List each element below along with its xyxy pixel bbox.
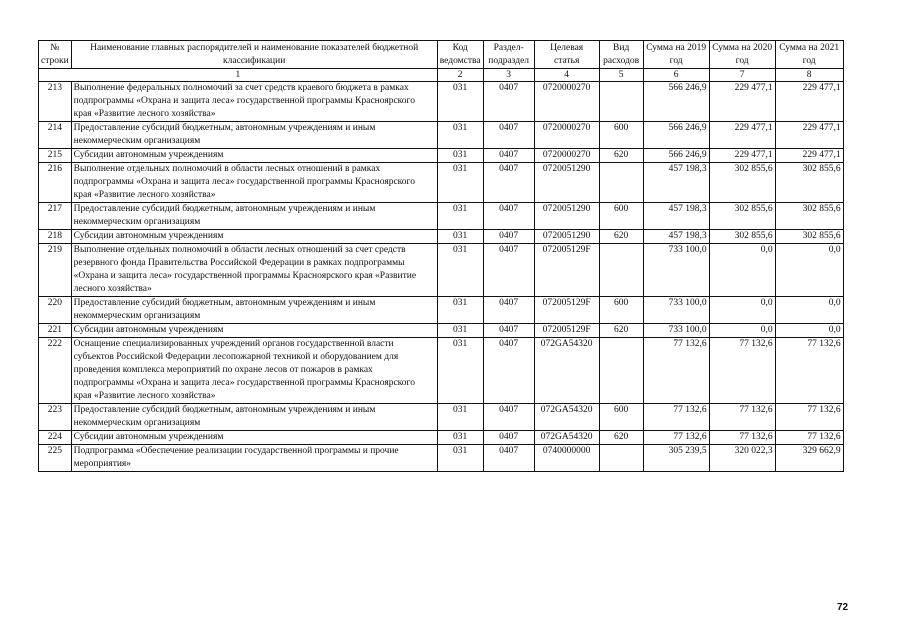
row-sum-2021: 302 855,6	[775, 230, 843, 244]
row-number: 217	[39, 203, 72, 230]
row-section: 0407	[483, 404, 534, 431]
column-number: 5	[599, 69, 643, 82]
table-row	[39, 82, 844, 122]
row-exp-type: 600	[599, 404, 643, 431]
row-sum-2021: 77 132,6	[775, 338, 843, 404]
row-target: 0720051290	[534, 230, 599, 244]
row-sum-2019: 733 100,0	[643, 324, 709, 338]
column-number: 6	[643, 69, 709, 82]
row-section: 0407	[483, 122, 534, 149]
row-number: 219	[39, 244, 72, 297]
row-sum-2020: 77 132,6	[709, 338, 775, 404]
row-target: 072GA54320	[534, 338, 599, 404]
row-exp-type	[599, 445, 643, 472]
row-dept-code: 031	[437, 230, 483, 244]
row-sum-2020: 302 855,6	[709, 230, 775, 244]
table-row	[39, 203, 844, 230]
row-name: Выполнение федеральных полномочий за счет средств краевого бюджета в рамках подпрограммы «Охрана и защита леса» государственной программы Красноярского края «Развитие лесного хозяйства»	[71, 82, 437, 122]
table-row	[39, 445, 844, 472]
row-sum-2019: 733 100,0	[643, 297, 709, 324]
row-number: 218	[39, 230, 72, 244]
row-sum-2019: 566 246,9	[643, 82, 709, 122]
row-name: Выполнение отдельных полномочий в области лесных отношений за счет средств резервного фонда Правительства Российской Федерации в рамках подпрограммы «Охрана и защита леса» государственной программы Красноярского края «Развитие лесного хозяйства»	[71, 244, 437, 297]
row-target: 072005129F	[534, 297, 599, 324]
row-dept-code: 031	[437, 163, 483, 203]
row-sum-2020: 77 132,6	[709, 431, 775, 445]
header-dept-code: Код ведомства	[437, 41, 483, 69]
row-exp-type	[599, 338, 643, 404]
row-sum-2020: 229 477,1	[709, 149, 775, 163]
column-number: 8	[775, 69, 843, 82]
row-dept-code: 031	[437, 244, 483, 297]
row-number: 214	[39, 122, 72, 149]
row-sum-2021: 302 855,6	[775, 203, 843, 230]
row-target: 0720000270	[534, 82, 599, 122]
row-sum-2020: 77 132,6	[709, 404, 775, 431]
row-section: 0407	[483, 163, 534, 203]
row-exp-type	[599, 163, 643, 203]
row-dept-code: 031	[437, 404, 483, 431]
row-number: 216	[39, 163, 72, 203]
row-sum-2019: 566 246,9	[643, 122, 709, 149]
header-row-no: № строки	[39, 41, 72, 69]
row-sum-2021: 302 855,6	[775, 163, 843, 203]
row-sum-2020: 229 477,1	[709, 82, 775, 122]
header-exp-type: Вид расходов	[599, 41, 643, 69]
row-number: 221	[39, 324, 72, 338]
row-target: 0720051290	[534, 203, 599, 230]
row-sum-2020: 0,0	[709, 324, 775, 338]
row-number: 223	[39, 404, 72, 431]
row-number: 220	[39, 297, 72, 324]
row-sum-2019: 457 198,3	[643, 230, 709, 244]
row-number: 213	[39, 82, 72, 122]
column-number: 4	[534, 69, 599, 82]
row-exp-type: 620	[599, 149, 643, 163]
row-dept-code: 031	[437, 445, 483, 472]
row-dept-code: 031	[437, 431, 483, 445]
row-target: 072005129F	[534, 324, 599, 338]
table-row	[39, 324, 844, 338]
row-dept-code: 031	[437, 149, 483, 163]
row-sum-2021: 77 132,6	[775, 431, 843, 445]
row-exp-type	[599, 244, 643, 297]
row-exp-type: 620	[599, 431, 643, 445]
row-sum-2020: 320 022,3	[709, 445, 775, 472]
row-exp-type: 620	[599, 230, 643, 244]
row-dept-code: 031	[437, 324, 483, 338]
row-sum-2020: 302 855,6	[709, 203, 775, 230]
row-name: Субсидии автономным учреждениям	[71, 431, 437, 445]
row-target: 072GA54320	[534, 431, 599, 445]
row-name: Подпрограмма «Обеспечение реализации государственной программы и прочие мероприятия»	[71, 445, 437, 472]
row-section: 0407	[483, 203, 534, 230]
row-sum-2019: 733 100,0	[643, 244, 709, 297]
row-section: 0407	[483, 230, 534, 244]
header-sum-2019: Сумма на 2019 год	[643, 41, 709, 69]
row-number: 222	[39, 338, 72, 404]
row-name: Предоставление субсидий бюджетным, автономным учреждениям и иным некоммерческим организациям	[71, 404, 437, 431]
row-sum-2021: 229 477,1	[775, 82, 843, 122]
row-name: Выполнение отдельных полномочий в области лесных отношений в рамках подпрограммы «Охрана и защита леса» государственной программы Красноярского края «Развитие лесного хозяйства»	[71, 163, 437, 203]
row-name: Оснащение специализированных учреждений органов государственной власти субъектов Российской Федерации лесопожарной техникой и оборудованием для проведения комплекса мероприятий по охране лесов от пожаров в рамках подпрограммы «Охрана и защита леса» государственной программы Красноярского края «Развитие лесного хозяйства»	[71, 338, 437, 404]
row-exp-type: 600	[599, 297, 643, 324]
row-dept-code: 031	[437, 203, 483, 230]
row-section: 0407	[483, 431, 534, 445]
row-target: 072005129F	[534, 244, 599, 297]
row-dept-code: 031	[437, 122, 483, 149]
table-row	[39, 431, 844, 445]
row-exp-type	[599, 82, 643, 122]
row-target: 0720000270	[534, 122, 599, 149]
header-name: Наименование главных распорядителей и наименование показателей бюджетной классификации	[71, 41, 437, 69]
row-exp-type: 600	[599, 203, 643, 230]
column-number-row	[39, 69, 844, 82]
row-name: Предоставление субсидий бюджетным, автономным учреждениям и иным некоммерческим организациям	[71, 122, 437, 149]
table-row	[39, 149, 844, 163]
row-sum-2020: 302 855,6	[709, 163, 775, 203]
table-row	[39, 122, 844, 149]
row-sum-2020: 229 477,1	[709, 122, 775, 149]
row-section: 0407	[483, 82, 534, 122]
row-name: Субсидии автономным учреждениям	[71, 324, 437, 338]
header-target: Целевая статья	[534, 41, 599, 69]
row-section: 0407	[483, 445, 534, 472]
row-exp-type: 620	[599, 324, 643, 338]
row-name: Предоставление субсидий бюджетным, автономным учреждениям и иным некоммерческим организациям	[71, 297, 437, 324]
row-sum-2019: 566 246,9	[643, 149, 709, 163]
row-number: 225	[39, 445, 72, 472]
table-row	[39, 244, 844, 297]
row-section: 0407	[483, 297, 534, 324]
budget-table	[38, 40, 844, 472]
row-section: 0407	[483, 149, 534, 163]
table-row	[39, 297, 844, 324]
column-number: 7	[709, 69, 775, 82]
row-number: 215	[39, 149, 72, 163]
row-target: 072GA54320	[534, 404, 599, 431]
table-row	[39, 404, 844, 431]
row-sum-2021: 0,0	[775, 324, 843, 338]
row-exp-type: 600	[599, 122, 643, 149]
header-sum-2021: Сумма на 2021 год	[775, 41, 843, 69]
column-number: 2	[437, 69, 483, 82]
row-sum-2021: 0,0	[775, 244, 843, 297]
row-sum-2021: 329 662,9	[775, 445, 843, 472]
row-section: 0407	[483, 244, 534, 297]
header-row	[39, 41, 844, 69]
table-row	[39, 163, 844, 203]
row-sum-2021: 229 477,1	[775, 149, 843, 163]
row-dept-code: 031	[437, 338, 483, 404]
row-sum-2020: 0,0	[709, 297, 775, 324]
page-number: 72	[837, 602, 849, 613]
column-number: 1	[39, 69, 438, 82]
row-dept-code: 031	[437, 82, 483, 122]
row-target: 0740000000	[534, 445, 599, 472]
row-target: 0720051290	[534, 163, 599, 203]
column-number: 3	[483, 69, 534, 82]
table-row	[39, 338, 844, 404]
row-sum-2021: 0,0	[775, 297, 843, 324]
table-row	[39, 230, 844, 244]
row-sum-2019: 457 198,3	[643, 203, 709, 230]
row-target: 0720000270	[534, 149, 599, 163]
row-section: 0407	[483, 324, 534, 338]
row-dept-code: 031	[437, 297, 483, 324]
row-sum-2019: 77 132,6	[643, 431, 709, 445]
row-name: Субсидии автономным учреждениям	[71, 230, 437, 244]
header-section: Раздел-подраздел	[483, 41, 534, 69]
row-name: Субсидии автономным учреждениям	[71, 149, 437, 163]
row-section: 0407	[483, 338, 534, 404]
row-sum-2020: 0,0	[709, 244, 775, 297]
row-sum-2019: 77 132,6	[643, 338, 709, 404]
table-body	[39, 82, 844, 472]
row-sum-2019: 77 132,6	[643, 404, 709, 431]
header-sum-2020: Сумма на 2020 год	[709, 41, 775, 69]
row-number: 224	[39, 431, 72, 445]
row-sum-2019: 457 198,3	[643, 163, 709, 203]
row-sum-2019: 305 239,5	[643, 445, 709, 472]
row-name: Предоставление субсидий бюджетным, автономным учреждениям и иным некоммерческим организациям	[71, 203, 437, 230]
row-sum-2021: 229 477,1	[775, 122, 843, 149]
row-sum-2021: 77 132,6	[775, 404, 843, 431]
